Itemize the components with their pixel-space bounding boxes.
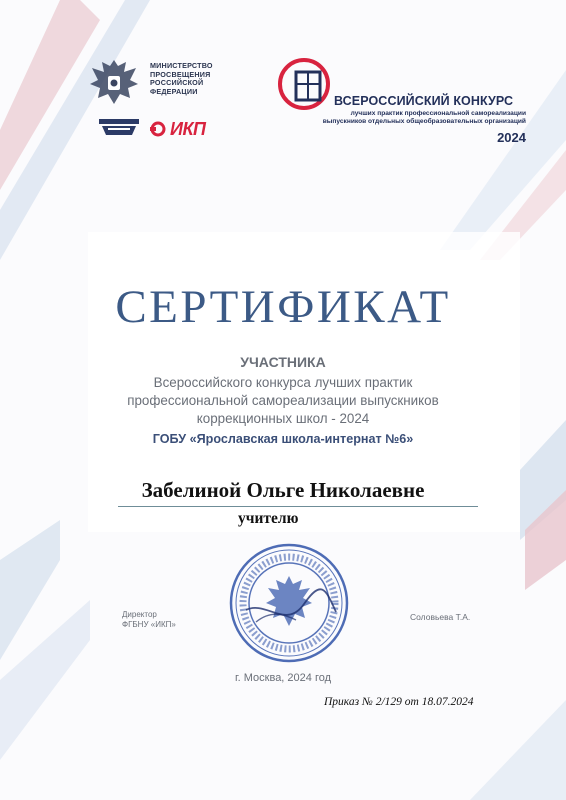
recipient-role: учителю	[238, 510, 299, 527]
contest-title: ВСЕРОССИЙСКИЙ КОНКУРС	[334, 94, 514, 108]
signatory-name: Соловьева Т.А.	[410, 612, 471, 622]
ikp-logo	[148, 118, 205, 140]
certificate-description	[0, 374, 566, 428]
ikp-logo-icon	[148, 119, 168, 139]
director-title	[122, 610, 176, 630]
director-line: Директор	[122, 610, 157, 619]
contest-logo-icon	[274, 54, 336, 116]
contest-subtitle	[300, 110, 526, 126]
ikp-label: ИКП	[170, 118, 206, 139]
contest-subtitle-line: лучших практик профессиональной самореализации	[350, 110, 526, 117]
school-name: ГОБУ «Ярославская школа-интернат №6»	[152, 432, 414, 446]
recipient-name: Забелиной Ольге Николаевне	[141, 478, 425, 502]
city-date: г. Москва, 2024 год	[234, 672, 332, 684]
certificate-title: СЕРТИФИКАТ	[115, 281, 451, 333]
ministry-line: ПРОСВЕЩЕНИЯ	[150, 69, 211, 79]
participant-label: УЧАСТНИКА	[240, 354, 326, 370]
ministry-name	[150, 62, 240, 96]
contest-year: 2024	[497, 130, 526, 145]
seal-icon	[226, 540, 352, 666]
ministry-line: МИНИСТЕРСТВО	[150, 61, 213, 70]
logo-badge-icon	[98, 117, 140, 137]
description-line: Всероссийского конкурса лучших практик	[153, 375, 413, 390]
ministry-line: РОССИЙСКОЙ	[150, 78, 204, 88]
emblem-icon	[84, 54, 144, 110]
description-line: профессиональной самореализации выпускников	[127, 393, 439, 408]
ministry-line: ФЕДЕРАЦИИ	[150, 86, 198, 96]
description-line: коррекционных школ - 2024	[196, 411, 370, 426]
name-underline	[118, 506, 478, 507]
contest-subtitle-line: выпускников отдельных общеобразовательных организаций	[322, 118, 526, 126]
order-reference: Приказ № 2/129 от 18.07.2024	[324, 696, 474, 708]
director-line: ФГБНУ «ИКП»	[122, 620, 176, 629]
